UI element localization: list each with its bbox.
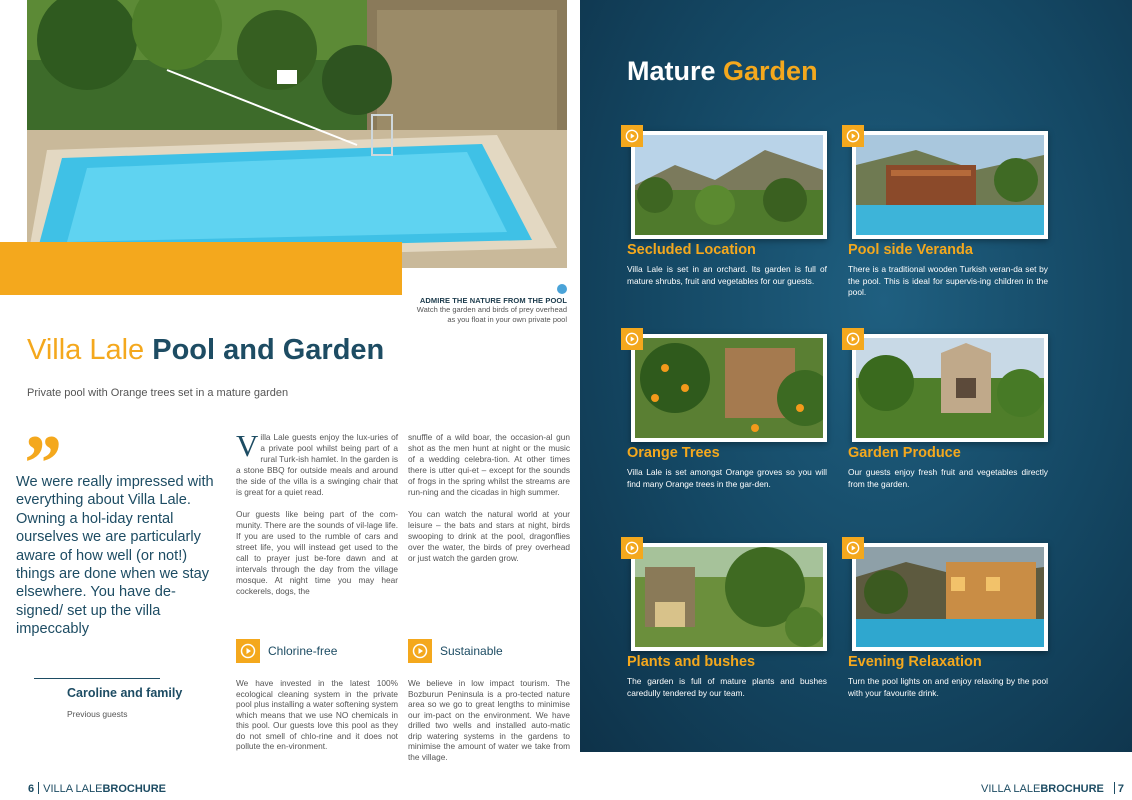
footer-brand: VILLA LALE: [43, 783, 103, 795]
page-subtitle: Private pool with Orange trees set in a mature garden: [27, 387, 289, 399]
play-icon: [842, 537, 864, 559]
quote-mark-icon: ”: [20, 420, 56, 508]
feature-header: [236, 636, 398, 666]
card-text: Villa Lale is set in an orchard. Its garden is full of mature shrubs, fruit and vegetables for our guests.: [627, 264, 827, 286]
card-title: Plants and bushes: [627, 654, 756, 670]
testimonial-quote: We were really impressed with everything about Villa Lale. Owning a hol-iday rental ourselves we are particularly aware of how well (or not!) things are done when we stay elsewhere. You have de-signed/ set up the villa impeccably: [16, 474, 214, 638]
divider: [34, 678, 160, 679]
play-icon: [621, 537, 643, 559]
testimonial-author: Caroline and family: [67, 686, 183, 700]
feature-sustainable: [408, 636, 570, 762]
play-icon: [408, 639, 432, 663]
card-text: There is a traditional wooden Turkish veran-da set by the pool. This is ideal for supervis-ing children in the pool.: [848, 264, 1048, 297]
section-title: [627, 56, 818, 87]
paragraph: You can watch the natural world at your leisure – the bats and stars at night, birds swooping to drink at the pool, dragonflies over the water, the birds of prey overhead or just watch the garden grow.: [408, 509, 570, 563]
play-icon: [842, 328, 864, 350]
card-photo: [852, 131, 1048, 239]
card-title: Evening Relaxation: [848, 654, 982, 670]
play-icon: [842, 125, 864, 147]
card-title: Garden Produce: [848, 445, 961, 461]
caption-line: as you float in your own private pool: [447, 315, 567, 324]
caption-line: Watch the garden and birds of prey overhead: [416, 305, 567, 314]
feature-text: We have invested in the latest 100% ecological cleaning system in the private pool plus installing a water softening system which means that we use NO chemicals in this pool. Our guests love this pool as they do not smell of chlo-rine and it does not pollute the en-vironment.: [236, 678, 398, 751]
footer-brand-bold: BROCHURE: [102, 783, 167, 795]
card-photo: [631, 334, 827, 442]
caption-marker-icon: [557, 284, 567, 294]
page-title: [27, 334, 384, 367]
footer-brand: VILLA LALE: [980, 783, 1041, 795]
photo-caption: [307, 296, 567, 325]
pool-photo: [27, 0, 567, 268]
card-photo: [852, 334, 1048, 442]
card-text: Villa Lale is set amongst Orange groves so you will find many Orange trees in the gar-den.: [627, 467, 827, 489]
caption-title: ADMIRE THE NATURE FROM THE POOL: [419, 296, 567, 305]
footer-brand-bold: BROCHURE: [1040, 783, 1104, 795]
divider: [38, 782, 39, 794]
feature-text: We believe in low impact tourism. The Bozburun Peninsula is a pro-tected nature area so we go to great lengths to minimise our im-pact on the environment. We have drilled two wells and installed auto-matic drip watering systems in the gardens to minimise the amount of water we take from the village.: [408, 678, 570, 762]
drop-cap: V: [236, 428, 259, 463]
card-photo: [631, 543, 827, 651]
card-photo: [852, 543, 1048, 651]
card-title: Orange Trees: [627, 445, 720, 461]
body-column: [236, 428, 398, 608]
feature-chlorine-free: [236, 636, 398, 752]
page-title-part: Villa Lale: [27, 334, 145, 366]
paragraph: snuffle of a wild boar, the occasion-al gun shot as the men hunt at night or the music of a wedding celebra-tion. At other times there is utter qui-et – except for the sounds of frogs in the spring whilst the streams are run-ning and the cicadas in high summer.: [408, 432, 570, 497]
page-title-part: Pool and Garden: [152, 334, 385, 366]
paragraph: [236, 428, 398, 498]
play-icon: [621, 328, 643, 350]
section-title-part: Mature: [627, 56, 716, 86]
play-icon: [621, 125, 643, 147]
feature-title: Chlorine-free: [268, 644, 338, 658]
card-title: Pool side Veranda: [848, 242, 973, 258]
page-number: 7: [1117, 783, 1124, 795]
section-title-part: Garden: [723, 56, 818, 86]
paragraph-text: illa Lale guests enjoy the lux-uries of a private pool whilst being part of a rural Turk-ish hamlet. In the garden is a stone BBQ for outside meals and around the side of the villa is a swinging chair that is great for a quiet read.: [236, 432, 398, 497]
body-column: [408, 432, 570, 575]
page-number: 6: [28, 783, 35, 795]
card-text: The garden is full of mature plants and bushes caredully tendered by our team.: [627, 676, 827, 698]
feature-title: Sustainable: [440, 644, 503, 658]
orange-accent-band: [0, 242, 402, 295]
card-text: Turn the pool lights on and enjoy relaxing by the pool with your favourite drink.: [848, 676, 1048, 698]
divider: [1114, 782, 1115, 794]
page-footer: [28, 782, 166, 795]
feature-header: [408, 636, 570, 666]
page-footer: [981, 782, 1124, 795]
paragraph: Our guests like being part of the com-munity. There are the sounds of vil-lage life. If you are used to the rumble of cars and street life, you will instead get used to the call to prayer just be-fore dawn and at intervals through the day from the village mosque. At night time you may hear cockerels, dogs, the: [236, 509, 398, 596]
card-title: Secluded Location: [627, 242, 756, 258]
right-page: [580, 0, 1132, 752]
card-photo: [631, 131, 827, 239]
card-text: Our guests enjoy fresh fruit and vegetables directly from the garden.: [848, 467, 1048, 489]
testimonial-role: Previous guests: [67, 709, 128, 719]
play-icon: [236, 639, 260, 663]
